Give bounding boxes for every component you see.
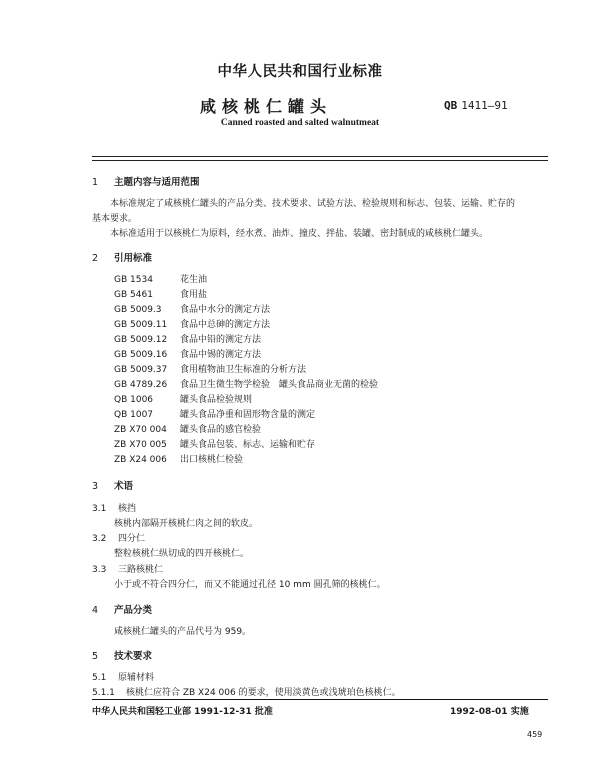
term-3-3-heading [92, 562, 163, 575]
section-1-heading [92, 174, 200, 188]
reference-item [114, 392, 252, 405]
section-number: 5 [92, 651, 99, 662]
clause-text: 核桃仁应符合 ZB X24 006 的要求，使用淡黄色或浅琥珀色核桃仁。 [126, 688, 401, 698]
section-number: 4 [92, 605, 99, 616]
reference-name: 花生油 [180, 275, 208, 285]
reference-name: 罐头食品包装、标志、运输和贮存 [180, 440, 316, 450]
reference-code: ZB X70 005 [114, 440, 167, 450]
reference-code: ZB X70 004 [114, 425, 167, 435]
issuing-authority-title: 中华人民共和国行业标准 [217, 64, 383, 80]
term-number: 3.1 [92, 504, 107, 514]
reference-name: 食品中锡的测定方法 [180, 350, 262, 360]
section-5-heading [92, 648, 152, 662]
english-title: Canned roasted and salted walnutmeat [220, 118, 380, 128]
document-title: 咸核桃仁罐头 [200, 97, 333, 116]
reference-name: 食品中水分的测定方法 [180, 305, 271, 315]
clause-5-1-1 [92, 685, 401, 698]
clause-number: 5.1.1 [92, 688, 115, 698]
reference-item [114, 362, 306, 375]
reference-code: QB 1007 [114, 410, 154, 420]
reference-item [114, 422, 261, 435]
reference-item [114, 407, 315, 420]
reference-name: 食用植物油卫生标准的分析方法 [180, 365, 307, 375]
term-3-3-definition: 小于或不符合四分仁，而又不能通过孔径 10 mm 圆孔筛的核桃仁。 [114, 580, 386, 590]
standard-prefix: QB [444, 99, 458, 112]
approval-line [92, 704, 273, 717]
section-number: 1 [92, 177, 99, 188]
reference-item [114, 317, 270, 330]
reference-item [114, 437, 315, 450]
section-number: 3 [92, 481, 99, 492]
subsection-5-1-heading [92, 670, 154, 683]
standard-number [444, 99, 508, 112]
header-rule-bottom [92, 160, 548, 161]
reference-item [114, 272, 207, 285]
header-rule-top [92, 156, 548, 157]
section-1-para-1-line-2: 基本要求。 [92, 214, 138, 224]
reference-item [114, 287, 207, 300]
reference-item [114, 347, 261, 360]
reference-code: QB 1006 [114, 395, 154, 405]
reference-item [114, 452, 243, 465]
section-1-para-2: 本标准适用于以核桃仁为原料，经水煮、油炸、撞皮、拌盐、装罐、密封制成的咸核桃仁罐头。 [110, 229, 489, 239]
subsection-number: 5.1 [92, 673, 107, 683]
reference-name: 出口核桃仁检验 [180, 455, 244, 465]
term-title: 三路核桃仁 [118, 565, 164, 575]
reference-code: GB 5461 [114, 290, 153, 300]
page-number: 459 [527, 730, 543, 739]
reference-code: GB 1534 [114, 275, 153, 285]
term-number: 3.3 [92, 565, 107, 575]
section-title: 引用标准 [114, 253, 153, 264]
reference-name: 罐头食品检验规则 [180, 395, 253, 405]
reference-name: 罐头食品的感官检验 [180, 425, 262, 435]
standard-code: 1411—91 [461, 99, 508, 112]
reference-code: GB 5009.11 [114, 320, 168, 330]
term-3-2-definition: 整粒核桃仁纵切成的四开核桃仁。 [114, 549, 250, 559]
term-number: 3.2 [92, 534, 107, 544]
reference-item [114, 377, 378, 390]
reference-name: 食用盐 [180, 290, 208, 300]
section-3-heading [92, 478, 133, 492]
section-1-para-1-line-1: 本标准规定了咸核桃仁罐头的产品分类、技术要求、试验方法、检验规则和标志、包装、运输、贮存的 [110, 199, 516, 209]
section-title: 主题内容与适用范围 [114, 177, 200, 188]
effective-text: 1992-08-01 实施 [450, 707, 529, 717]
subsection-title: 原辅材料 [118, 673, 155, 683]
term-title: 核挡 [118, 504, 137, 514]
reference-code: GB 5009.12 [114, 335, 168, 345]
section-title: 术语 [114, 481, 134, 492]
reference-code: GB 5009.3 [114, 305, 162, 315]
reference-name: 食品卫生微生物学检验 罐头食品商业无菌的检验 [180, 380, 379, 390]
section-title: 产品分类 [114, 605, 153, 616]
section-number: 2 [92, 253, 99, 264]
term-3-2-heading [92, 531, 145, 544]
section-4-heading [92, 602, 152, 616]
approval-text: 中华人民共和国轻工业部 1991-12-31 批准 [92, 707, 273, 717]
section-title: 技术要求 [114, 651, 153, 662]
effective-date [450, 704, 529, 717]
reference-item [114, 332, 261, 345]
term-title: 四分仁 [118, 534, 146, 544]
term-3-1-heading [92, 501, 136, 514]
reference-name: 食品中总砷的测定方法 [180, 320, 271, 330]
reference-code: GB 4789.26 [114, 380, 168, 390]
section-2-heading [92, 250, 152, 264]
reference-code: GB 5009.16 [114, 350, 168, 360]
reference-item [114, 302, 270, 315]
reference-name: 食品中铅的测定方法 [180, 335, 262, 345]
reference-code: GB 5009.37 [114, 365, 168, 375]
reference-code: ZB X24 006 [114, 455, 167, 465]
footer-rule [92, 699, 548, 700]
term-3-1-definition: 核桃内部隔开核桃仁肉之间的软皮。 [114, 519, 259, 529]
section-4-text: 咸核桃仁罐头的产品代号为 959。 [114, 627, 252, 637]
reference-name: 罐头食品净重和固形物含量的测定 [180, 410, 316, 420]
